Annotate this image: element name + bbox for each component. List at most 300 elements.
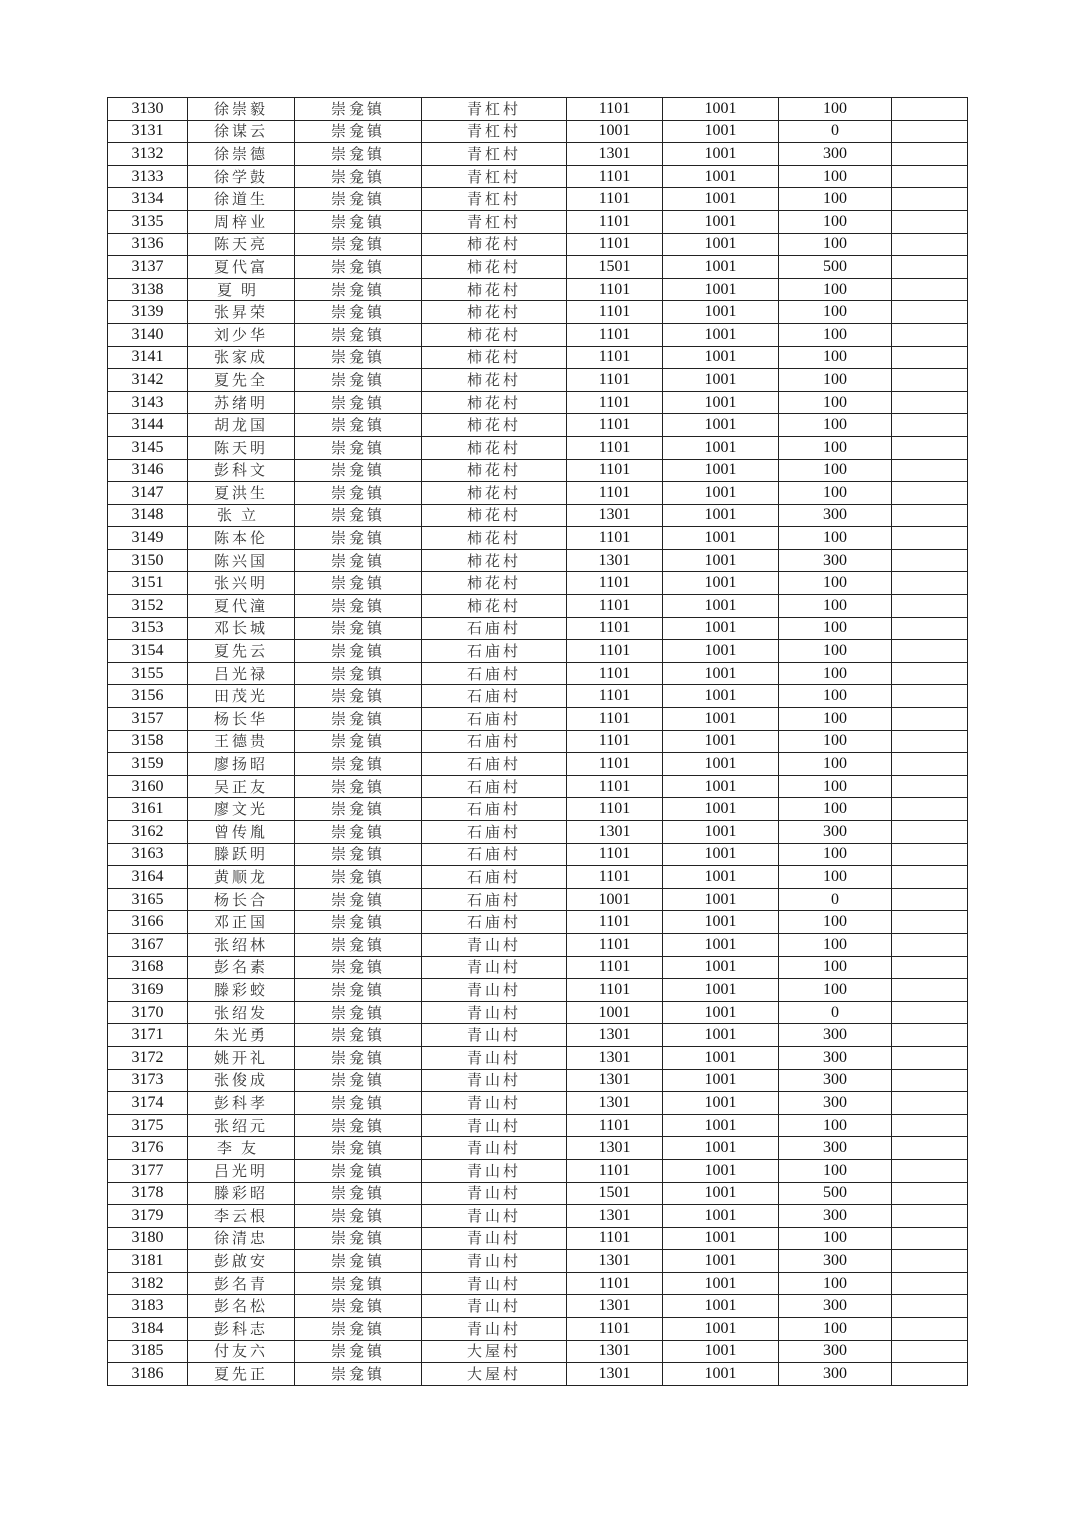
row-number: 3135	[108, 210, 188, 233]
code-b: 1001	[663, 1137, 779, 1160]
code-a: 1101	[567, 979, 663, 1002]
village-name: 柿花村	[422, 233, 567, 256]
village-name: 青杠村	[422, 188, 567, 211]
remark	[892, 1092, 968, 1115]
town-name: 崇龛镇	[295, 278, 422, 301]
amount: 100	[779, 459, 892, 482]
row-number: 3132	[108, 143, 188, 166]
remark	[892, 1205, 968, 1228]
code-b: 1001	[663, 1250, 779, 1273]
row-number: 3168	[108, 956, 188, 979]
amount: 100	[779, 98, 892, 121]
person-name: 陈本伦	[188, 527, 295, 550]
table-row	[108, 1069, 968, 1092]
village-name: 石庙村	[422, 888, 567, 911]
code-b: 1001	[663, 843, 779, 866]
person-name: 张立	[188, 504, 295, 527]
table-row	[108, 911, 968, 934]
code-a: 1101	[567, 685, 663, 708]
town-name: 崇龛镇	[295, 640, 422, 663]
town-name: 崇龛镇	[295, 143, 422, 166]
table-row	[108, 346, 968, 369]
code-a: 1101	[567, 188, 663, 211]
code-a: 1301	[567, 1069, 663, 1092]
table-row	[108, 1159, 968, 1182]
row-number: 3160	[108, 775, 188, 798]
code-a: 1101	[567, 459, 663, 482]
village-name: 石庙村	[422, 821, 567, 844]
person-name: 夏先云	[188, 640, 295, 663]
row-number: 3152	[108, 595, 188, 618]
village-name: 青山村	[422, 933, 567, 956]
row-number: 3162	[108, 821, 188, 844]
table-row	[108, 278, 968, 301]
person-name: 徐道生	[188, 188, 295, 211]
village-name: 青山村	[422, 1318, 567, 1341]
code-b: 1001	[663, 1001, 779, 1024]
amount: 100	[779, 391, 892, 414]
row-number: 3137	[108, 256, 188, 279]
row-number: 3157	[108, 708, 188, 731]
code-a: 1101	[567, 753, 663, 776]
town-name: 崇龛镇	[295, 1182, 422, 1205]
table-row	[108, 120, 968, 143]
village-name: 柿花村	[422, 278, 567, 301]
code-a: 1101	[567, 911, 663, 934]
person-name: 邓正国	[188, 911, 295, 934]
village-name: 青山村	[422, 1227, 567, 1250]
remark	[892, 775, 968, 798]
remark	[892, 459, 968, 482]
remark	[892, 278, 968, 301]
code-b: 1001	[663, 210, 779, 233]
table-row	[108, 504, 968, 527]
code-a: 1001	[567, 888, 663, 911]
person-name: 吕光明	[188, 1159, 295, 1182]
row-number: 3183	[108, 1295, 188, 1318]
town-name: 崇龛镇	[295, 933, 422, 956]
table-row	[108, 391, 968, 414]
village-name: 青山村	[422, 1024, 567, 1047]
row-number: 3175	[108, 1114, 188, 1137]
remark	[892, 979, 968, 1002]
person-name: 杨长合	[188, 888, 295, 911]
amount: 100	[779, 798, 892, 821]
town-name: 崇龛镇	[295, 120, 422, 143]
row-number: 3146	[108, 459, 188, 482]
table-row	[108, 436, 968, 459]
amount: 100	[779, 165, 892, 188]
code-a: 1101	[567, 708, 663, 731]
table-row	[108, 414, 968, 437]
row-number: 3138	[108, 278, 188, 301]
code-b: 1001	[663, 798, 779, 821]
amount: 300	[779, 1092, 892, 1115]
amount: 100	[779, 640, 892, 663]
person-name: 夏先正	[188, 1363, 295, 1386]
amount: 300	[779, 1205, 892, 1228]
row-number: 3161	[108, 798, 188, 821]
town-name: 崇龛镇	[295, 165, 422, 188]
table-row	[108, 143, 968, 166]
code-a: 1001	[567, 1001, 663, 1024]
table-row	[108, 595, 968, 618]
town-name: 崇龛镇	[295, 1227, 422, 1250]
code-a: 1101	[567, 1114, 663, 1137]
row-number: 3185	[108, 1340, 188, 1363]
person-name: 陈天明	[188, 436, 295, 459]
table-row	[108, 1001, 968, 1024]
town-name: 崇龛镇	[295, 911, 422, 934]
person-name: 曾传胤	[188, 821, 295, 844]
village-name: 青杠村	[422, 210, 567, 233]
row-number: 3139	[108, 301, 188, 324]
table-row	[108, 572, 968, 595]
code-b: 1001	[663, 165, 779, 188]
code-a: 1101	[567, 775, 663, 798]
code-a: 1301	[567, 504, 663, 527]
amount: 100	[779, 210, 892, 233]
town-name: 崇龛镇	[295, 527, 422, 550]
table-row	[108, 233, 968, 256]
town-name: 崇龛镇	[295, 1069, 422, 1092]
code-b: 1001	[663, 1340, 779, 1363]
remark	[892, 414, 968, 437]
amount: 500	[779, 256, 892, 279]
code-b: 1001	[663, 1069, 779, 1092]
row-number: 3182	[108, 1272, 188, 1295]
town-name: 崇龛镇	[295, 730, 422, 753]
person-name: 吴正友	[188, 775, 295, 798]
row-number: 3143	[108, 391, 188, 414]
code-b: 1001	[663, 436, 779, 459]
town-name: 崇龛镇	[295, 1272, 422, 1295]
amount: 100	[779, 436, 892, 459]
amount: 100	[779, 595, 892, 618]
amount: 0	[779, 1001, 892, 1024]
table-row	[108, 1092, 968, 1115]
town-name: 崇龛镇	[295, 98, 422, 121]
amount: 100	[779, 278, 892, 301]
town-name: 崇龛镇	[295, 888, 422, 911]
amount: 300	[779, 1069, 892, 1092]
person-name: 彭啟安	[188, 1250, 295, 1273]
row-number: 3176	[108, 1137, 188, 1160]
person-name: 刘少华	[188, 323, 295, 346]
amount: 100	[779, 301, 892, 324]
village-name: 石庙村	[422, 617, 567, 640]
town-name: 崇龛镇	[295, 979, 422, 1002]
code-a: 1101	[567, 323, 663, 346]
town-name: 崇龛镇	[295, 843, 422, 866]
person-name: 夏洪生	[188, 482, 295, 505]
code-b: 1001	[663, 1092, 779, 1115]
person-name: 夏明	[188, 278, 295, 301]
town-name: 崇龛镇	[295, 956, 422, 979]
village-name: 青山村	[422, 1114, 567, 1137]
village-name: 青山村	[422, 1205, 567, 1228]
amount: 100	[779, 482, 892, 505]
town-name: 崇龛镇	[295, 753, 422, 776]
person-name: 付友六	[188, 1340, 295, 1363]
code-a: 1101	[567, 843, 663, 866]
town-name: 崇龛镇	[295, 821, 422, 844]
code-b: 1001	[663, 301, 779, 324]
row-number: 3133	[108, 165, 188, 188]
table-row	[108, 369, 968, 392]
town-name: 崇龛镇	[295, 1363, 422, 1386]
table-row	[108, 866, 968, 889]
amount: 100	[779, 708, 892, 731]
village-name: 柿花村	[422, 256, 567, 279]
village-name: 石庙村	[422, 730, 567, 753]
town-name: 崇龛镇	[295, 482, 422, 505]
row-number: 3172	[108, 1046, 188, 1069]
village-name: 石庙村	[422, 753, 567, 776]
code-b: 1001	[663, 1024, 779, 1047]
village-name: 石庙村	[422, 662, 567, 685]
person-name: 徐清忠	[188, 1227, 295, 1250]
table-row	[108, 956, 968, 979]
village-name: 青山村	[422, 979, 567, 1002]
code-a: 1101	[567, 933, 663, 956]
code-a: 1101	[567, 956, 663, 979]
person-name: 田茂光	[188, 685, 295, 708]
person-name: 夏先全	[188, 369, 295, 392]
code-a: 1101	[567, 730, 663, 753]
table-row	[108, 730, 968, 753]
code-a: 1101	[567, 165, 663, 188]
remark	[892, 685, 968, 708]
row-number: 3165	[108, 888, 188, 911]
code-b: 1001	[663, 730, 779, 753]
table-row	[108, 662, 968, 685]
remark	[892, 843, 968, 866]
person-name: 滕彩蛟	[188, 979, 295, 1002]
remark	[892, 143, 968, 166]
person-name: 杨长华	[188, 708, 295, 731]
amount: 100	[779, 323, 892, 346]
village-name: 石庙村	[422, 708, 567, 731]
remark	[892, 1227, 968, 1250]
code-b: 1001	[663, 256, 779, 279]
village-name: 石庙村	[422, 775, 567, 798]
code-b: 1001	[663, 459, 779, 482]
remark	[892, 98, 968, 121]
town-name: 崇龛镇	[295, 662, 422, 685]
person-name: 彭科孝	[188, 1092, 295, 1115]
town-name: 崇龛镇	[295, 504, 422, 527]
code-b: 1001	[663, 549, 779, 572]
code-b: 1001	[663, 888, 779, 911]
table-row	[108, 753, 968, 776]
village-name: 青山村	[422, 1001, 567, 1024]
person-name: 徐谋云	[188, 120, 295, 143]
remark	[892, 1114, 968, 1137]
code-b: 1001	[663, 753, 779, 776]
table-row	[108, 527, 968, 550]
table-row	[108, 708, 968, 731]
code-b: 1001	[663, 685, 779, 708]
code-b: 1001	[663, 1205, 779, 1228]
code-b: 1001	[663, 278, 779, 301]
town-name: 崇龛镇	[295, 775, 422, 798]
code-b: 1001	[663, 504, 779, 527]
code-b: 1001	[663, 1363, 779, 1386]
table-row	[108, 256, 968, 279]
table-row	[108, 798, 968, 821]
village-name: 青杠村	[422, 165, 567, 188]
row-number: 3164	[108, 866, 188, 889]
table-row	[108, 1182, 968, 1205]
person-name: 滕彩昭	[188, 1182, 295, 1205]
code-a: 1301	[567, 1024, 663, 1047]
table-row	[108, 98, 968, 121]
remark	[892, 730, 968, 753]
amount: 100	[779, 1227, 892, 1250]
person-name: 滕跃明	[188, 843, 295, 866]
amount: 100	[779, 1159, 892, 1182]
table-row	[108, 1250, 968, 1273]
amount: 100	[779, 933, 892, 956]
code-a: 1101	[567, 346, 663, 369]
amount: 300	[779, 1024, 892, 1047]
table-row	[108, 617, 968, 640]
records-table	[107, 97, 968, 1386]
code-a: 1301	[567, 1137, 663, 1160]
row-number: 3145	[108, 436, 188, 459]
code-a: 1101	[567, 1272, 663, 1295]
person-name: 徐崇毅	[188, 98, 295, 121]
village-name: 柿花村	[422, 549, 567, 572]
village-name: 大屋村	[422, 1340, 567, 1363]
row-number: 3163	[108, 843, 188, 866]
code-a: 1301	[567, 1340, 663, 1363]
town-name: 崇龛镇	[295, 188, 422, 211]
amount: 100	[779, 866, 892, 889]
code-a: 1301	[567, 1046, 663, 1069]
amount: 100	[779, 346, 892, 369]
town-name: 崇龛镇	[295, 1250, 422, 1273]
code-a: 1101	[567, 662, 663, 685]
code-a: 1301	[567, 821, 663, 844]
amount: 100	[779, 188, 892, 211]
village-name: 青山村	[422, 1069, 567, 1092]
table-row	[108, 549, 968, 572]
town-name: 崇龛镇	[295, 572, 422, 595]
town-name: 崇龛镇	[295, 1205, 422, 1228]
person-name: 李友	[188, 1137, 295, 1160]
town-name: 崇龛镇	[295, 1046, 422, 1069]
amount: 300	[779, 1295, 892, 1318]
row-number: 3174	[108, 1092, 188, 1115]
code-b: 1001	[663, 323, 779, 346]
remark	[892, 1318, 968, 1341]
row-number: 3159	[108, 753, 188, 776]
town-name: 崇龛镇	[295, 595, 422, 618]
row-number: 3156	[108, 685, 188, 708]
code-b: 1001	[663, 640, 779, 663]
row-number: 3148	[108, 504, 188, 527]
village-name: 石庙村	[422, 685, 567, 708]
code-a: 1101	[567, 572, 663, 595]
person-name: 廖扬昭	[188, 753, 295, 776]
table-row	[108, 843, 968, 866]
code-b: 1001	[663, 120, 779, 143]
row-number: 3158	[108, 730, 188, 753]
table-row	[108, 1137, 968, 1160]
code-a: 1101	[567, 369, 663, 392]
town-name: 崇龛镇	[295, 1159, 422, 1182]
code-b: 1001	[663, 1295, 779, 1318]
amount: 300	[779, 821, 892, 844]
person-name: 彭名松	[188, 1295, 295, 1318]
code-b: 1001	[663, 414, 779, 437]
code-b: 1001	[663, 391, 779, 414]
code-a: 1101	[567, 1227, 663, 1250]
remark	[892, 821, 968, 844]
code-b: 1001	[663, 482, 779, 505]
amount: 300	[779, 549, 892, 572]
person-name: 陈兴国	[188, 549, 295, 572]
table-row	[108, 1046, 968, 1069]
remark	[892, 549, 968, 572]
code-a: 1101	[567, 798, 663, 821]
village-name: 大屋村	[422, 1363, 567, 1386]
table-row	[108, 1227, 968, 1250]
remark	[892, 708, 968, 731]
town-name: 崇龛镇	[295, 1114, 422, 1137]
row-number: 3141	[108, 346, 188, 369]
town-name: 崇龛镇	[295, 391, 422, 414]
table-row	[108, 1363, 968, 1386]
row-number: 3167	[108, 933, 188, 956]
person-name: 朱光勇	[188, 1024, 295, 1047]
amount: 0	[779, 120, 892, 143]
village-name: 柿花村	[422, 482, 567, 505]
person-name: 廖文光	[188, 798, 295, 821]
remark	[892, 210, 968, 233]
amount: 100	[779, 753, 892, 776]
remark	[892, 120, 968, 143]
village-name: 青山村	[422, 956, 567, 979]
code-a: 1101	[567, 1159, 663, 1182]
village-name: 青山村	[422, 1272, 567, 1295]
person-name: 彭科志	[188, 1318, 295, 1341]
town-name: 崇龛镇	[295, 436, 422, 459]
row-number: 3144	[108, 414, 188, 437]
amount: 0	[779, 888, 892, 911]
row-number: 3178	[108, 1182, 188, 1205]
town-name: 崇龛镇	[295, 1024, 422, 1047]
village-name: 柿花村	[422, 301, 567, 324]
table-row	[108, 1340, 968, 1363]
code-b: 1001	[663, 933, 779, 956]
code-a: 1101	[567, 866, 663, 889]
remark	[892, 911, 968, 934]
remark	[892, 1024, 968, 1047]
table-row	[108, 1272, 968, 1295]
amount: 100	[779, 956, 892, 979]
village-name: 柿花村	[422, 436, 567, 459]
code-b: 1001	[663, 708, 779, 731]
code-b: 1001	[663, 662, 779, 685]
code-a: 1301	[567, 1250, 663, 1273]
remark	[892, 436, 968, 459]
code-a: 1101	[567, 414, 663, 437]
amount: 100	[779, 369, 892, 392]
code-b: 1001	[663, 369, 779, 392]
